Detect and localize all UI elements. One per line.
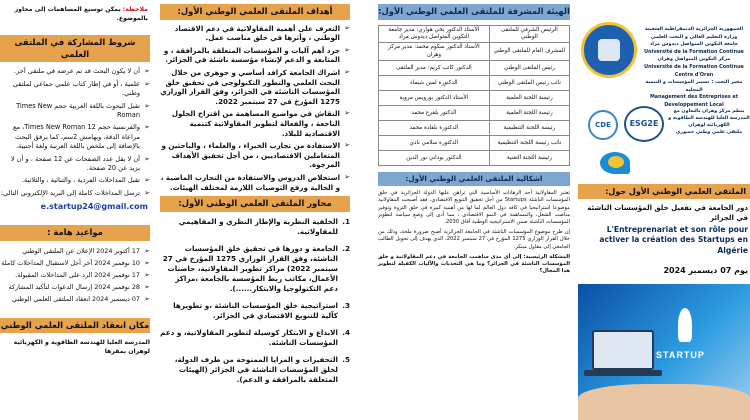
axis-item: 2. الجامعة و دورها في تحقيق خلق المؤسسات الناشئة، وفق القرار الوزاري 1275 المؤرخ في 27 سبتمبر 2022) مراكز تطوير المقاولاتية، حاضنات الأعمال، مكاتب ربط المؤسسة بالجامعة ،مراكز دعم التكنولوجيا والابتكار......).: [162, 243, 350, 293]
goal-item: ➢ التعرف على أهمية المقاولاتية في دعم الاقتصاد الوطني ، وأثرها في خلق مناصب عمل.: [160, 24, 350, 43]
committee-member: الدكتور بوداني نور الدين: [379, 151, 490, 166]
note-block: [0, 6, 148, 23]
axis-item: 1. الخلفية النظرية والإطار النظري و المفاهيمي للمقاولاتية.: [178, 216, 350, 236]
goal-item: ➢ اشراك الجامعة كرافد أساسي و جوهري من خلال البحث العلمي والتطور التكنولوجي في تحقيق خلق المؤسسات الناشئة في الجزائر، وفق القرار الوزاري 1275 المؤرخ في 27 سبتمبر 2022.: [160, 68, 350, 106]
committee-row: [379, 43, 570, 61]
date-item: ➢ 17 نوفمبر 2024 الرد على المداخلات المقبولة.: [0, 271, 150, 280]
committee-member: الأستاذ الدكتور بخي هواري: مدير جامعة التكوين المتواصل ديدوش مراد: [379, 25, 490, 43]
committee-role: نائب رئيس الملتقى الوطني: [489, 76, 569, 91]
startup-photo: [578, 284, 750, 420]
forum-topic-ar: دور الجامعة في تفعيل خلق المؤسسات الناشئة في الجزائر: [587, 204, 748, 222]
committee-row: [379, 121, 570, 136]
committee-role: المشرف العام للملتقى الوطني: [489, 43, 569, 61]
committee-role: رئيسة اللجنة العلمية: [489, 106, 569, 121]
committee-member: الدكتور بلقرع محمد: [379, 106, 490, 121]
venue-text: المدرسة العليا للهندسة الطاقوية و الكهربائية لوهران بمقرها: [13, 339, 150, 356]
committee-row: [379, 106, 570, 121]
committee-row: [379, 61, 570, 76]
problem-paragraph: تعتبر المقاولاتية أحد الرهانات الأساسية التي تراهن عليها الدولة الجزائرية في خلق المؤسسات الناشئة Startups من أجل تحقيق التنويع الاقتصادي، فقد أصبحت المقاولاتية موضوعا استراتيجيا في كافة دول العالم لما لها من أهمية كبيرة في خلق الثروة وتوفير مناصب الشغل، والمساهمة في النمو الاقتصادي ، مما أدى إلى وضع سياسة لتطوير المؤسسات الناشئة ضمن الاستراتيجية الوطنية آفاق 2030.: [378, 190, 570, 226]
startup-label: STARTUP: [656, 350, 705, 360]
committee-role: رئيسة اللجنة التقنية: [489, 151, 569, 166]
laptop-icon: [592, 330, 654, 370]
panel-cover: [578, 0, 750, 420]
problem-paragraph: المشكلة الرئيسية: إلى أي مدى ساهمت الجامعة في دعم المقاولاتية و خلق المؤسسات الناشئة في الجزائر؟ وما هي التحديات والآليات الكفيلة لتطوير هذا المجال؟: [378, 253, 570, 275]
goals-list: [160, 24, 350, 193]
axis-item: 3. استراتيجية خلق المؤسسات الناشئة ،و تطويرها كآلية للتنويع الاقتصادي في الجزائر.: [173, 300, 350, 320]
cde-logo: CDE: [588, 110, 618, 140]
date-item: ➢ 10 نوفمبر 2024 آخر أجل لاستقبال المداخلات كاملة: [0, 259, 150, 268]
axis-item: 5. التحفيزات و المزايا الممنوحة من طرف الدولة، لخلق المؤسسات الناشئة في الجزائر (الهيئات المتعلقة بالمرافقة و الدعم).: [174, 354, 350, 384]
committee-row: [379, 76, 570, 91]
condition-item: ➢ تقبل المداخلات الفردية ، والثنائية ، والثلاثية.: [0, 176, 150, 185]
condition-item: ➢ والفرنسية حجم 12 Times New Roman، مع مراعاة الدقة، وبهامش 2سم، كما يرفق البحث بالإضافة إلى ملخص باللغة العربية ولغة أجنبية.: [0, 123, 150, 151]
dates-list: [0, 247, 150, 304]
email-link[interactable]: e.startup24@gmail.com: [40, 202, 148, 212]
committee-member: الأستاذ الدكتور بورويس مروية: [379, 91, 490, 106]
panel-committee-problem: [376, 0, 572, 420]
logo-emblem-icon: [598, 39, 620, 61]
committee-role: الرئيس الشرفي للملتقى الوطني: [489, 25, 569, 43]
problem-paragraph: إن طرح موضوع المؤسسات الناشئة في الجامعة الجزائرية أصبح ضرورة ملحة، وذلك من خلال القرار الوزاري 1275 المؤرخ في 27 سبتمبر 2022، الذي يهدف إلى تحويل الطالب الجامعي إلى مقاول مبتكر.: [378, 229, 570, 250]
hands-graphic: [578, 384, 750, 420]
axes-title: محاور الملتقى العلمي الوطني الأول:: [160, 196, 350, 212]
committee-row: [379, 25, 570, 43]
condition-item: ➢ ترسل المداخلات كاملة إلى البريد الإلكتروني التالي:: [0, 189, 150, 198]
forum-date: يوم 07 ديسمبر 2024: [663, 266, 748, 275]
date-item: ➢ 28 نوفمبر 2024 إرسال الدعوات لتأكيد المشاركة: [0, 283, 150, 292]
committee-role: رئيس الملتقى الوطني: [489, 61, 569, 76]
committee-table: [378, 25, 570, 167]
note-text: يمكن توسيع المساهمات إلى محاور بالموضوع.: [14, 6, 148, 22]
condition-item: ➢ أن لا يقل عدد الصفحات عن 12 صفحة ، و أن لا يزيد عن 20 صفحة.: [0, 155, 150, 174]
committee-row: [379, 151, 570, 166]
date-item: ➢ 17 أكتوبر 2024 الإعلان عن الملتقى الوطني: [0, 247, 150, 256]
rocket-icon: [678, 308, 692, 342]
committee-role: رئيسة اللجنة العلمية: [489, 91, 569, 106]
committee-member: الدكتورة بلقادة محمد: [379, 121, 490, 136]
committee-title: الهيئة المشرفة للملتقى العلمي الوطني الأول:: [378, 4, 570, 20]
problem-title: اشكالية الملتقى العلمي الوطني الأول:: [378, 172, 570, 186]
date-item: ➢ 07 ديسمبر 2024 انعقاد الملتقى العلمي الوطني: [0, 295, 150, 304]
committee-member: الأستاذ الدكتور سكوم محمد: مدير مركز وهران: [379, 43, 490, 61]
sun-icon: [608, 156, 624, 168]
committee-role: رئيسة اللجنة التنظيمية: [489, 121, 569, 136]
conditions-title: شروط المشاركة في الملتقى العلمي: [0, 35, 150, 62]
forum-title: الملتقى العلمي الوطني الأول حول:: [578, 184, 750, 199]
goal-item: ➢ جرد أهم آليات و المؤسسات المتعلقة بالمرافقة ، و المتابعة و الدعم لإنشاء مؤسسة ناشئة في الجزائر.: [160, 46, 350, 65]
wave-logo: [598, 148, 636, 178]
goals-title: أهداف الملتقى العلمي الوطني الأول:: [160, 4, 350, 20]
condition-item: ➢ أن لا يكون البحث قد تم عرضه في ملتقى آخر.: [0, 67, 150, 76]
panel-goals-axes: [156, 0, 354, 420]
goal-item: ➢ النقاش في مواضيع المساهمة من اقتراح الحلول الناجعة ، والفعالة لتطوير المقاولاتية كتنمية الاقتصادية للبلاد.: [160, 109, 350, 138]
committee-row: [379, 91, 570, 106]
esg2e-logo: ESG2E: [624, 106, 664, 142]
goal-item: ➢ استخلاص الدروس والاستفادة من التجارب الماضية ، و الحالية ورفع التوصيات اللازمة لمختلف الهيئات.: [160, 173, 350, 192]
committee-row: [379, 136, 570, 151]
org-text: ينظم مركز وهران بالتعاون مع المدرسة العليا للهندسة الطاقوية و الكهربائية لوهران ملتقى علمي وطني حضوري: [668, 109, 750, 135]
panel-conditions: [0, 0, 152, 420]
committee-member: الدكتور كاتب كريم: مدير الملتقى: [379, 61, 490, 76]
institution-block: الجمهورية الجزائرية الديمقراطية الشعبية وزارة التعليم العالي و البحث العلمي جامعة التكوين المتواصل ديدوش مراد Université de la Formation Continue مركز التكوين المتواصل وهران Université de la Formation Continue Centre d'Oran مخبر البحث : تسيير المؤسسات و التنمية المحلية Management des Entreprises et Développement Local: [644, 26, 744, 108]
problem-body: [378, 190, 570, 275]
university-logo: [581, 22, 637, 78]
conditions-list: [0, 67, 150, 198]
condition-item: ➢ علمية ، أو في إطار كتاب علمي جماعي لملتقى وطني.: [0, 80, 150, 99]
committee-role: نائب رئيسة اللجنة التنظيمية: [489, 136, 569, 151]
condition-item: ➢ تقبل البحوث باللغة العربية حجم Times New Roman: [0, 102, 150, 121]
axis-item: 4. الابداع و الابتكار كوسيلة لتطوير المقاولاتية، و دعم المؤسسات الناشئة.: [160, 327, 350, 347]
venue-title: مكان انعقاد الملتقى العلمي الوطني: [0, 318, 150, 334]
note-label: ملاحظة:: [122, 6, 148, 13]
dates-title: مواعيد هامة :: [0, 225, 150, 241]
axes-list: [160, 217, 350, 385]
committee-member: الدكتورة لمين شيماء: [379, 76, 490, 91]
goal-item: ➢ الاستفادة من تجارب الخبراء ، والعلماء ، والباحثين و المتعاملين الاقتصاديين ، من أجل تحقيق الأهداف المرجوة.: [160, 141, 350, 170]
laptop-base: [584, 370, 662, 376]
forum-topic-fr: L'Entreprenariat et son rôle pour activer la création des Startups en Algérie: [599, 225, 748, 255]
committee-member: الدكتورة سلامي نادي: [379, 136, 490, 151]
